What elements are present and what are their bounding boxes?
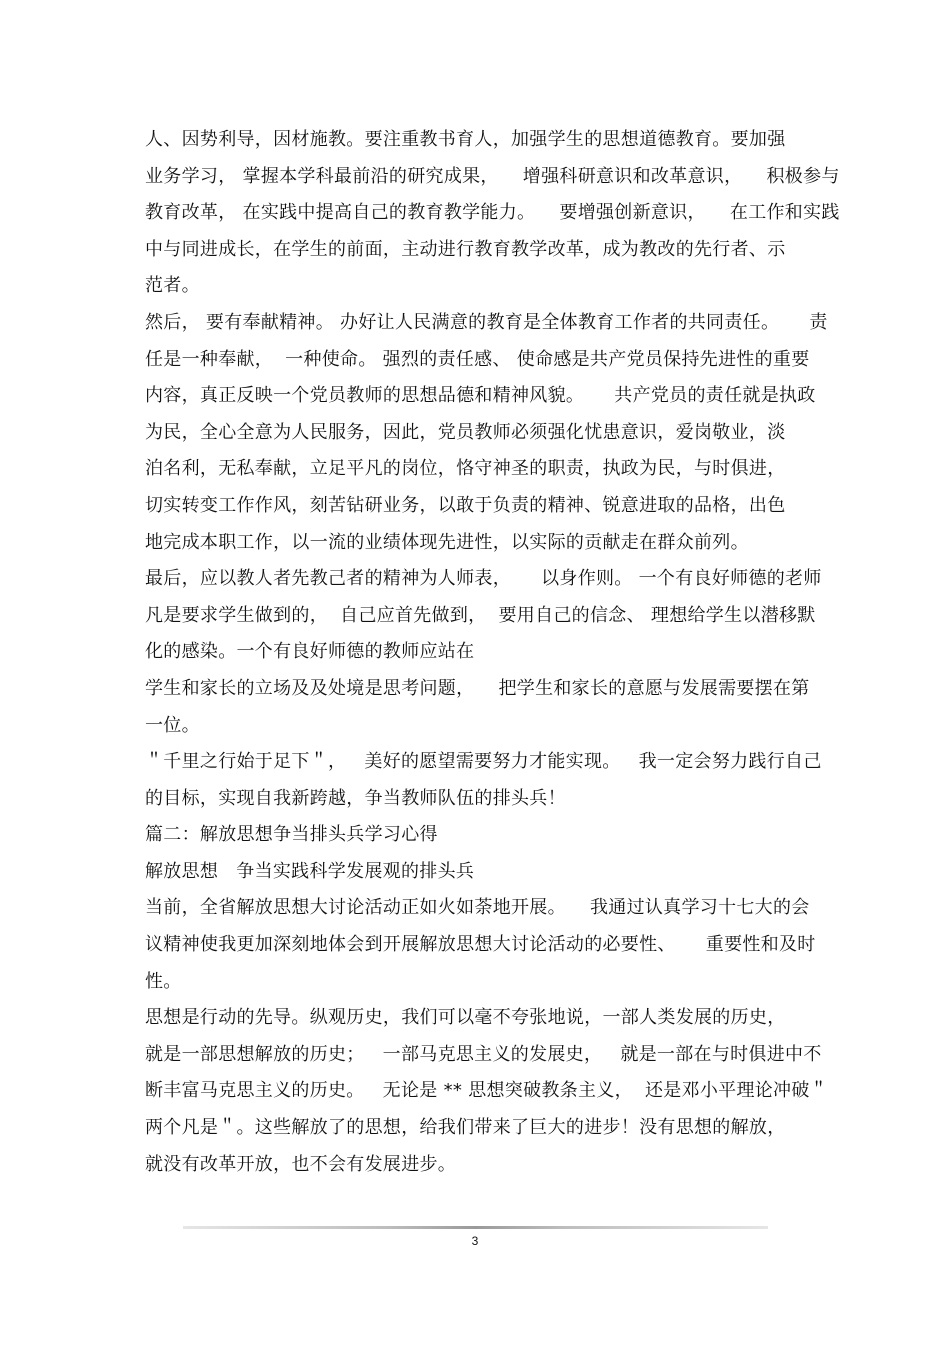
section-heading: 篇二：解放思想争当排头兵学习心得 <box>145 824 438 846</box>
text-line: 就是一部思想解放的历史； 一部马克思主义的发展史， 就是一部在与时俱进中不 <box>145 1043 822 1065</box>
text-line: 就没有改革开放，也不会有发展进步。 <box>145 1153 457 1175</box>
page-number: 3 <box>471 1234 479 1248</box>
text-line: 当前，全省解放思想大讨论活动正如火如荼地开展。 我通过认真学习十七大的会 <box>145 897 810 919</box>
text-line: 性。 <box>145 970 182 992</box>
text-line: 范者。 <box>145 275 200 297</box>
text-line: 地完成本职工作，以一流的业绩体现先进性，以实际的贡献走在群众前列。 <box>145 531 749 553</box>
text-line: 的目标，实现自我新跨越，争当教师队伍的排头兵！ <box>145 787 566 809</box>
text-line: 中与同进成长，在学生的前面，主动进行教育教学改革，成为教改的先行者、示 <box>145 238 786 260</box>
text-line: 人、因势利导，因材施教。要注重教书育人，加强学生的思想道德教育。要加强 <box>145 129 786 150</box>
footer-divider <box>183 1226 768 1229</box>
text-line: ＂千里之行始于足下＂， 美好的愿望需要努力才能实现。 我一定会努力践行自己 <box>145 751 822 773</box>
text-line: 业务学习， 掌握本学科最前沿的研究成果， 增强科研意识和改革意识， 积极参与 <box>145 165 840 187</box>
text-line: 思想是行动的先导。纵观历史，我们可以毫不夸张地说，一部人类发展的历史， <box>145 1007 786 1029</box>
text-line: 学生和家长的立场及及处境是思考问题， 把学生和家长的意愿与发展需要摆在第 <box>145 677 810 699</box>
text-line: 一位。 <box>145 714 200 736</box>
text-line: 断丰富马克思主义的历史。 无论是 ** 思想突破教条主义， 还是邓小平理论冲破＂ <box>145 1080 828 1102</box>
text-line: 最后，应以教人者先教己者的精神为人师表， 以身作则。 一个有良好师德的老师 <box>145 568 822 590</box>
text-line: 为民，全心全意为人民服务，因此，党员教师必须强化忧患意识，爱岗敬业，淡 <box>145 421 786 443</box>
text-line: 泊名利，无私奉献，立足平凡的岗位，恪守神圣的职责，执政为民，与时俱进， <box>145 458 786 480</box>
text-line: 议精神使我更加深刻地体会到开展解放思想大讨论活动的必要性、 重要性和及时 <box>145 934 816 956</box>
article-title: 解放思想 争当实践科学发展观的排头兵 <box>145 860 475 882</box>
text-line: 切实转变工作作风，刻苦钻研业务，以敢于负责的精神、锐意进取的品格，出色 <box>145 494 786 516</box>
text-line: 然后， 要有奉献精神。 办好让人民满意的教育是全体教育工作者的共同责任。 责 <box>145 311 828 333</box>
text-line: 两个凡是＂。这些解放了的思想，给我们带来了巨大的进步！没有思想的解放， <box>145 1117 786 1139</box>
text-line: 教育改革， 在实践中提高自己的教育教学能力。 要增强创新意识， 在工作和实践 <box>145 202 840 224</box>
text-line: 任是一种奉献， 一种使命。 强烈的责任感、 使命感是共产党员保持先进性的重要 <box>145 348 810 370</box>
text-line: 化的感染。一个有良好师德的教师应站在 <box>145 641 475 663</box>
text-line: 内容，真正反映一个党员教师的思想品德和精神风貌。 共产党员的责任就是执政 <box>145 385 816 407</box>
text-line: 凡是要求学生做到的， 自己应首先做到， 要用自己的信念、 理想给学生以潜移默 <box>145 604 816 626</box>
document-body <box>145 122 845 1183</box>
